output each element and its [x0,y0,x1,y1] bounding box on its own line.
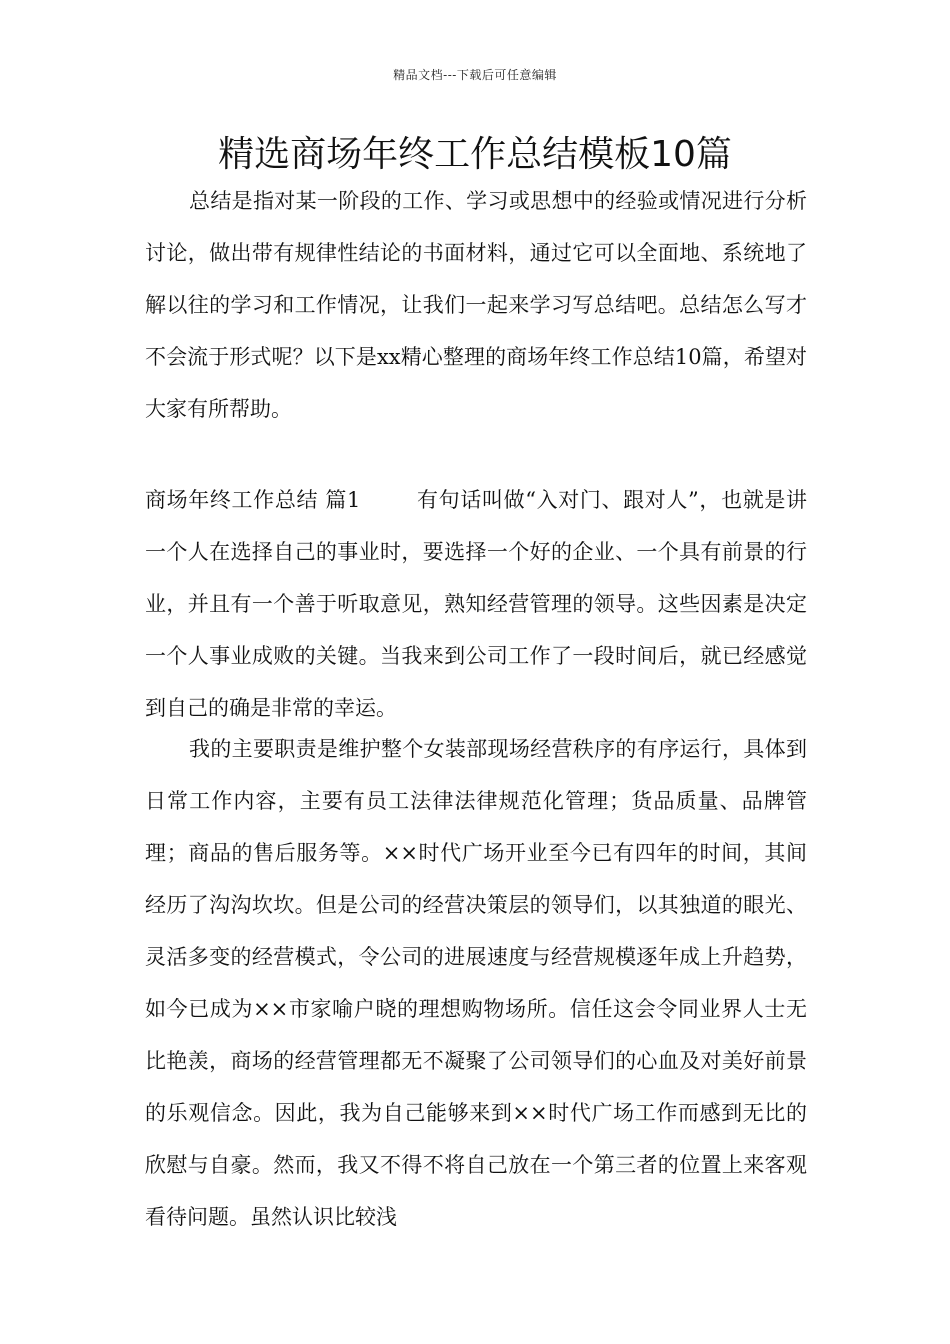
document-title: 精选商场年终工作总结模板10篇 [218,134,732,175]
section-1-paragraph [145,474,807,734]
section-1-heading: 商场年终工作总结 篇1 [145,488,361,512]
section-1-text: 有句话叫做“入对门、跟对人”，也就是讲一个人在选择自己的事业时，要选择一个好的企业、一个具有前景的行业，并且有一个善于听取意见，熟知经营管理的领导。这些因素是决定一个人事业成败的关键。当我来到公司工作了一段时间后，就已经感觉到自己的确是非常的幸运。 [145,488,807,720]
intro-paragraph: 总结是指对某一阶段的工作、学习或思想中的经验或情况进行分析讨论，做出带有规律性结论的书面材料，通过它可以全面地、系统地了解以往的学习和工作情况，让我们一起来学习写总结吧。总结怎么写才不会流于形式呢？以下是xx精心整理的商场年终工作总结10篇，希望对大家有所帮助。 [145,189,807,421]
header-note: 精品文档---下载后可任意编辑 [393,68,557,82]
body-paragraph-2: 我的主要职责是维护整个女装部现场经营秩序的有序运行，具体到日常工作内容，主要有员工法律法律规范化管理；货品质量、品牌管理；商品的售后服务等。××时代广场开业至今已有四年的时间，其间经历了沟沟坎坎。但是公司的经营决策层的领导们，以其独道的眼光、灵活多变的经营模式，令公司的进展速度与经营规模逐年成上升趋势，如今已成为××市家喻户晓的理想购物场所。信任这会令同业界人士无比艳羡，商场的经营管理都无不凝聚了公司领导们的心血及对美好前景的乐观信念。因此，我为自己能够来到××时代广场工作而感到无比的欣慰与自豪。然而，我又不得不将自己放在一个第三者的位置上来客观看待问题。虽然认识比较浅 [145,737,807,1229]
